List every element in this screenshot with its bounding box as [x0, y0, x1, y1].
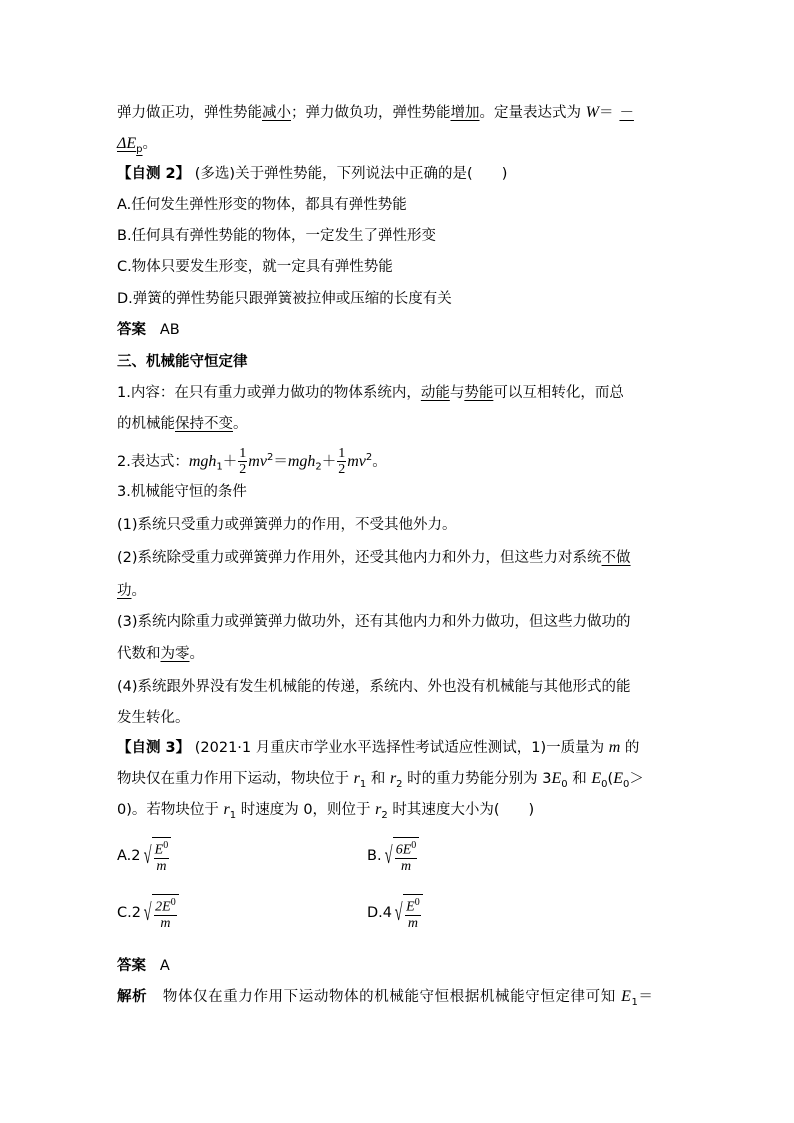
math-var: E — [591, 770, 602, 787]
math-var: r — [353, 770, 360, 787]
answer-value: A — [159, 958, 170, 974]
subscript: 2 — [381, 809, 388, 821]
text: 代数和 — [117, 646, 161, 662]
text: 与 — [449, 385, 465, 401]
content-line-cont — [117, 414, 248, 434]
text: ＝ — [638, 989, 654, 1005]
question-3-stem-3 — [117, 800, 534, 826]
content-line — [117, 383, 624, 403]
text: ( — [607, 771, 614, 787]
subscript: 1 — [631, 996, 639, 1008]
text: 的 — [620, 740, 640, 756]
subscript: 1 — [216, 461, 223, 473]
question-tag: 【自测 2】 — [117, 166, 191, 182]
subscript: p — [136, 143, 143, 155]
text: 可以互相转化，而总 — [493, 385, 624, 401]
option-label: D.4 — [367, 905, 392, 921]
math: mv — [347, 452, 366, 470]
math-var: m — [608, 739, 621, 756]
math-var: r — [223, 801, 230, 818]
option-label: B. — [367, 848, 382, 864]
numerator: 1 — [239, 446, 247, 462]
option-d: D.弹簧的弹性势能只跟弹簧被拉伸或压缩的长度有关 — [117, 291, 452, 307]
math-var: r — [389, 770, 397, 787]
text: ＋ — [321, 453, 337, 470]
denominator: m — [407, 915, 419, 931]
answer-blank: 动能 — [420, 385, 450, 401]
numerator: 1 — [338, 446, 346, 462]
numerator: E — [406, 899, 415, 915]
option-label: A.2 — [117, 848, 141, 864]
subscript: 0 — [622, 778, 630, 790]
text: (多选)关于弹性势能，下列说法中正确的是( ) — [190, 166, 508, 182]
subscript: 1 — [229, 809, 237, 821]
paragraph-elastic-work-cont — [117, 134, 157, 160]
option-d — [367, 893, 424, 933]
text: 时的重力势能分别为 3 — [402, 771, 552, 787]
text: 。 — [233, 416, 248, 432]
option-b — [367, 836, 420, 876]
denominator: m — [156, 858, 167, 874]
question-3-stem-2 — [117, 769, 644, 795]
paragraph-elastic-work — [117, 103, 634, 123]
condition-4-cont: 发生转化。 — [117, 710, 190, 726]
option-c — [117, 893, 180, 933]
subscript: 1 — [359, 778, 367, 790]
text: 物体仅在重力作用下运动物体的机械能守恒根据机械能守恒定律可知 — [162, 989, 622, 1005]
text: 0)。若物块位于 — [117, 802, 224, 818]
numerator: E — [154, 842, 164, 858]
answer-blank: ΔE — [117, 135, 137, 152]
text: 物块仅在重力作用下运动，物块位于 — [117, 771, 354, 787]
condition-3-cont — [117, 644, 204, 664]
numerator: 6E — [395, 842, 412, 858]
fraction — [238, 446, 247, 477]
math-var: E — [621, 988, 632, 1005]
subscript: 0 — [561, 778, 568, 790]
option-a: A.任何发生弹性形变的物体，都具有弹性势能 — [117, 197, 407, 213]
text: ＝ — [273, 453, 288, 470]
sqrt: √ $\frac{6E^0}{m}$ — [382, 837, 421, 875]
text: 。 — [131, 583, 146, 599]
math: mv — [248, 452, 267, 470]
math: mgh — [188, 452, 217, 470]
answer-blank: 保持不变 — [175, 416, 233, 432]
text: 弹力做正功，弹性势能 — [117, 105, 262, 121]
text: ；弹力做负功，弹性势能 — [291, 105, 451, 121]
math-var: E — [613, 770, 623, 787]
denominator: m — [400, 858, 412, 874]
text: 的机械能 — [117, 416, 175, 432]
text: ＋ — [222, 453, 238, 470]
analysis-label: 解析 — [117, 989, 148, 1005]
section-heading: 三、机械能守恒定律 — [117, 354, 248, 370]
question-2-stem — [117, 164, 507, 184]
sqrt: √ $\frac{2E^0}{m}$ — [141, 894, 180, 932]
text: 。 — [142, 136, 158, 152]
denominator: 2 — [239, 462, 247, 478]
text: 时速度为 0，则位于 — [236, 802, 376, 818]
answer-blank: 势能 — [464, 385, 494, 401]
answer-blank: － — [619, 105, 634, 121]
text: (2021·1 月重庆市学业水平选择性考试适应性测试，1)一质量为 — [190, 740, 609, 756]
analysis-line — [117, 987, 654, 1013]
text: 和 — [366, 771, 390, 787]
superscript: 0 — [411, 840, 417, 851]
conditions-heading: 3.机械能守恒的条件 — [117, 484, 247, 500]
text: 。 — [189, 646, 204, 662]
answer-blank: 为零 — [160, 646, 190, 662]
condition-4: (4)系统跟外界没有发生机械能的传递，系统内、外也没有机械能与其他形式的能 — [117, 679, 631, 695]
option-c: C.物体只要发生形变，就一定具有弹性势能 — [117, 259, 393, 275]
fraction — [337, 446, 346, 477]
math-var: E — [551, 770, 562, 787]
text: ＝ — [598, 105, 614, 121]
superscript: 2 — [365, 452, 373, 463]
text: (2)系统除受重力或弹簧弹力作用外，还受其他内力和外力，但这些力对系统 — [117, 550, 602, 566]
option-b: B.任何具有弹性势能的物体，一定发生了弹性形变 — [117, 228, 437, 244]
answer-line — [117, 956, 170, 976]
text: 。定量表达式为 — [479, 105, 586, 121]
text: 。 — [372, 453, 387, 470]
answer-value: AB — [159, 322, 180, 338]
sqrt: √ $\frac{E^0}{m}$ — [141, 837, 173, 875]
text: 2.表达式： — [117, 453, 189, 470]
expression-line — [117, 440, 387, 486]
text: ＞ — [629, 771, 644, 787]
answer-blank: 增加 — [450, 105, 480, 121]
math-var: W — [585, 104, 599, 121]
option-label: C.2 — [117, 905, 141, 921]
superscript: 0 — [163, 840, 169, 851]
subscript: 2 — [315, 461, 322, 473]
answer-line — [117, 320, 180, 340]
question-tag: 【自测 3】 — [117, 740, 191, 756]
condition-1: (1)系统只受重力或弹簧弹力的作用，不受其他外力。 — [117, 517, 457, 533]
numerator: 2E — [155, 899, 171, 915]
question-3-stem — [117, 738, 639, 758]
text: 时其速度大小为( ) — [387, 802, 535, 818]
sqrt: √ $\frac{E^0}{m}$ — [392, 894, 424, 932]
option-a — [117, 836, 172, 876]
text: 和 — [567, 771, 592, 787]
superscript: 2 — [266, 452, 274, 463]
superscript: 0 — [170, 897, 176, 908]
denominator: m — [160, 915, 171, 931]
subscript: 0 — [601, 778, 608, 790]
answer-blank: 减小 — [262, 105, 291, 121]
denominator: 2 — [338, 462, 346, 478]
answer-blank: 不做 — [601, 550, 631, 566]
answer-blank: 功 — [117, 583, 132, 599]
superscript: 0 — [414, 897, 420, 908]
condition-3: (3)系统内除重力或弹簧弹力做功外，还有其他内力和外力做功，但这些力做功的 — [117, 614, 631, 630]
answer-label: 答案 — [117, 322, 146, 338]
text: 1.内容：在只有重力或弹力做功的物体系统内， — [117, 385, 421, 401]
math: mgh — [287, 452, 316, 470]
subscript: 2 — [396, 778, 403, 790]
math-var: r — [375, 801, 382, 818]
answer-label: 答案 — [117, 958, 146, 974]
condition-2 — [117, 548, 631, 568]
condition-2-cont — [117, 581, 146, 601]
